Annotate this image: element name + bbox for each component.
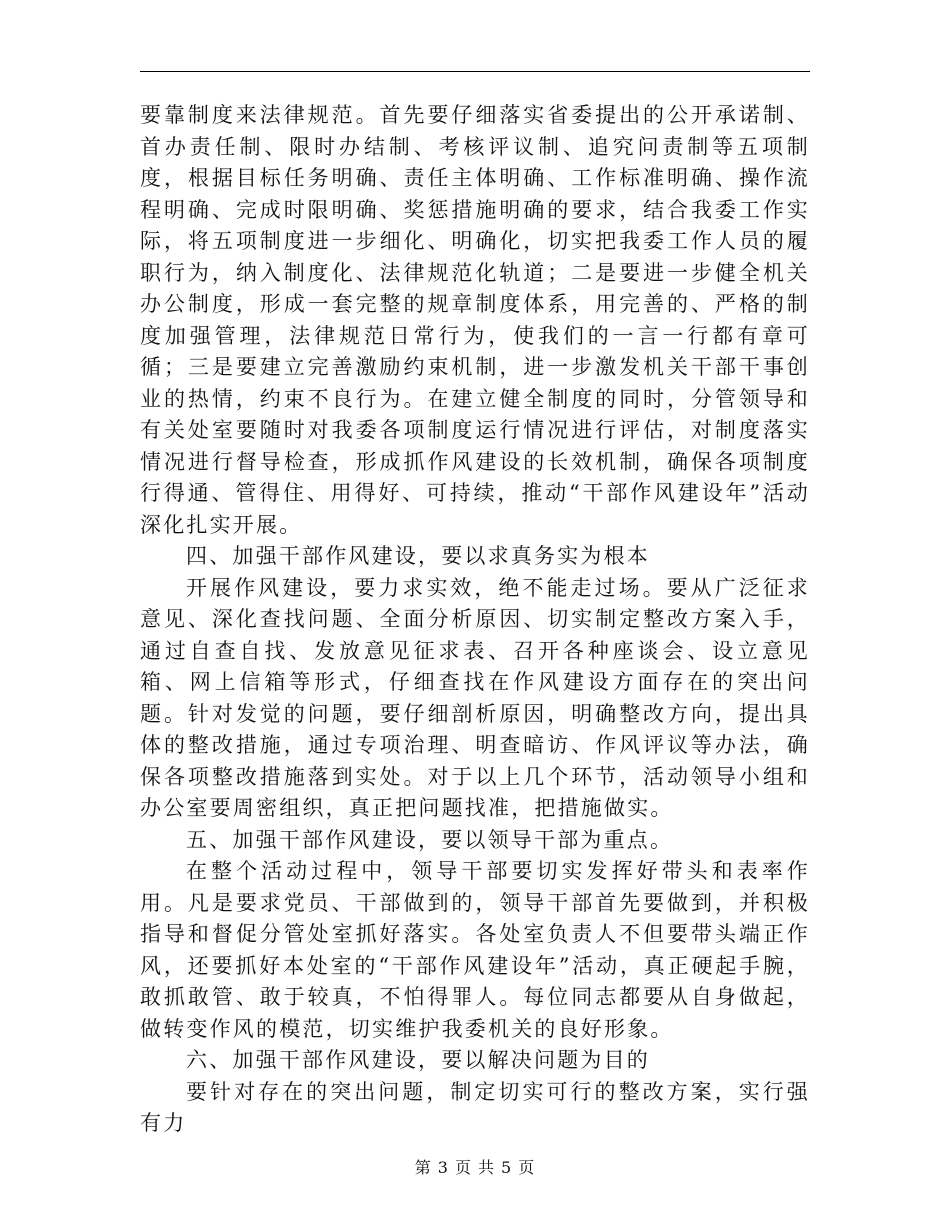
paragraph-3: 在整个活动过程中，领导干部要切实发挥好带头和表率作用。凡是要求党员、干部做到的，领导干部首先要做到，并积极指导和督促分管处室抓好落实。各处室负责人不但要带头端正作风，还要抓好本处室的“干部作风建设年”活动，真正硬起手腕，敢抓敢管、敢于较真，不怕得罪人。每位同志都要从自身做起，做转变作风的模范，切实维护我委机关的良好形象。 [140,859,810,1041]
footer-prefix: 第 [414,1158,432,1177]
header-rule [140,71,810,72]
footer-current-page: 3 [437,1158,449,1177]
paragraph-1: 要靠制度来法律规范。首先要仔细落实省委提出的公开承诺制、首办责任制、限时办结制、考核评议制、追究问责制等五项制度，根据目标任务明确、责任主体明确、工作标准明确、操作流程明确、完成时限明确、奖惩措施明确的要求，结合我委工作实际，将五项制度进一步细化、明确化，切实把我委工作人员的履职行为，纳入制度化、法律规范化轨道；二是要进一步健全机关办公制度，形成一套完整的规章制度体系，用完善的、严格的制度加强管理，法律规范日常行为，使我们的一言一行都有章可循；三是要建立完善激励约束机制，进一步激发机关干部干事创业的热情，约束不良行为。在建立健全制度的同时，分管领导和有关处室要随时对我委各项制度运行情况进行评估，对制度落实情况进行督导检查，形成抓作风建设的长效机制，确保各项制度行得通、管得住、用得好、可持续，推动“干部作风建设年”活动深化扎实开展。 [140,103,810,537]
footer-middle: 页 共 [454,1158,496,1177]
paragraph-2: 开展作风建设，要力求实效，绝不能走过场。要从广泛征求意见、深化查找问题、全面分析原因、切实制定整改方案入手，通过自查自找、发放意见征求表、召开各种座谈会、设立意见箱、网上信箱等形式，仔细查找在作风建设方面存在的突出问题。针对发觉的问题，要仔细剖析原因，明确整改方向，提出具体的整改措施，通过专项治理、明查暗访、作风评议等办法，确保各项整改措施落到实处。对于以上几个环节，活动领导小组和办公室要周密组织，真正把问题找准，把措施做实。 [140,575,810,820]
section-heading-6: 六、加强干部作风建设，要以解决问题为目的 [186,1048,650,1072]
footer-suffix: 页 [518,1158,536,1177]
section-heading-4: 四、加强干部作风建设，要以求真务实为根本 [186,544,650,568]
section-heading-5: 五、加强干部作风建设，要以领导干部为重点。 [186,827,674,852]
document-body [140,100,810,1140]
footer-total-pages: 5 [501,1158,513,1177]
paragraph-4: 要针对存在的突出问题，制定切实可行的整改方案，实行强有力 [140,1079,810,1135]
page-footer [0,1155,950,1178]
